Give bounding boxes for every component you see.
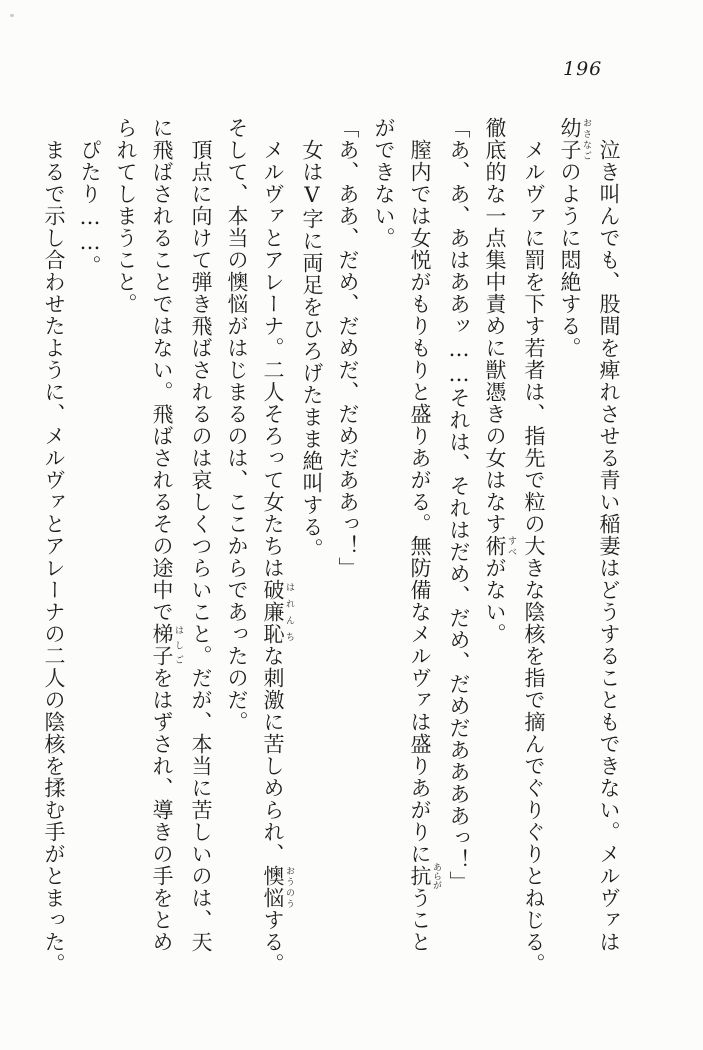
ruby-annotated-word: 懊悩 おうのう [261,865,294,909]
text-line: に飛ばされることではない。飛ばされるその途中で梯子 はしごをはずされ、導きの手をとめ [150,117,183,953]
text-line: 頂点に向けて弾き飛ばされるのは哀しくつらいこと。だが、本当に苦しいのは、天 [189,139,213,953]
ruby-annotated-word: 梯子 はしご [150,623,183,667]
text-line: そして、本当の懊悩がはじまるのは、ここからであったのだ。 [225,117,249,733]
text-line: 「あ、ああ、だめ、だめだ、だめだああっ！」 [336,117,360,579]
text-line: られてしまうこと。 [114,117,138,315]
text-line: メルヴァに罰を下す若者は、指先で粒の大きな陰核を指で摘んでぐりぐりとねじる。 [522,139,546,975]
ruby-annotated-word: 抗 あらが [408,862,441,890]
body-text [36,117,627,975]
text-line: 「あ、あ、あはああッ……それは、それはだめ、だめ、だめだああああっ！」 [447,117,471,893]
text-line: ぴたり……。 [78,139,102,277]
text-line: 膣内では女悦がもりもりと盛りあがる。無防備なメルヴァは盛りあがりに抗 あらがうこと [408,139,441,953]
text-line: メルヴァとアレーナ。二人そろって女たちは破廉恥 はれんちな刺激に苦しめられ、懊悩 おうのうする。 [261,139,294,975]
page-number: 196 [563,58,603,80]
ruby-annotated-word: 幼子 おさなご [558,117,591,161]
scan-artifact [10,14,14,17]
text-line: 徹底的な一点集中責めに獣憑きの女はなす術 すべがない。 [483,117,516,645]
ruby-annotated-word: 破廉恥 はれんち [261,579,294,645]
ruby-annotated-word: 術 すべ [483,535,516,557]
text-line: 幼子 おさなごのように悶絶する。 [558,117,591,359]
text-line: ができない。 [372,117,396,249]
text-line: 女はV字に両足をひろげたまま絶叫する。 [300,139,324,560]
text-line: 泣き叫んでも、股間を痺れさせる青い稲妻はどうすることもできない。メルヴァは [597,139,621,953]
text-line: まるで示し合わせたように、メルヴァとアレーナの二人の陰核を揉む手がとまった。 [42,139,66,975]
